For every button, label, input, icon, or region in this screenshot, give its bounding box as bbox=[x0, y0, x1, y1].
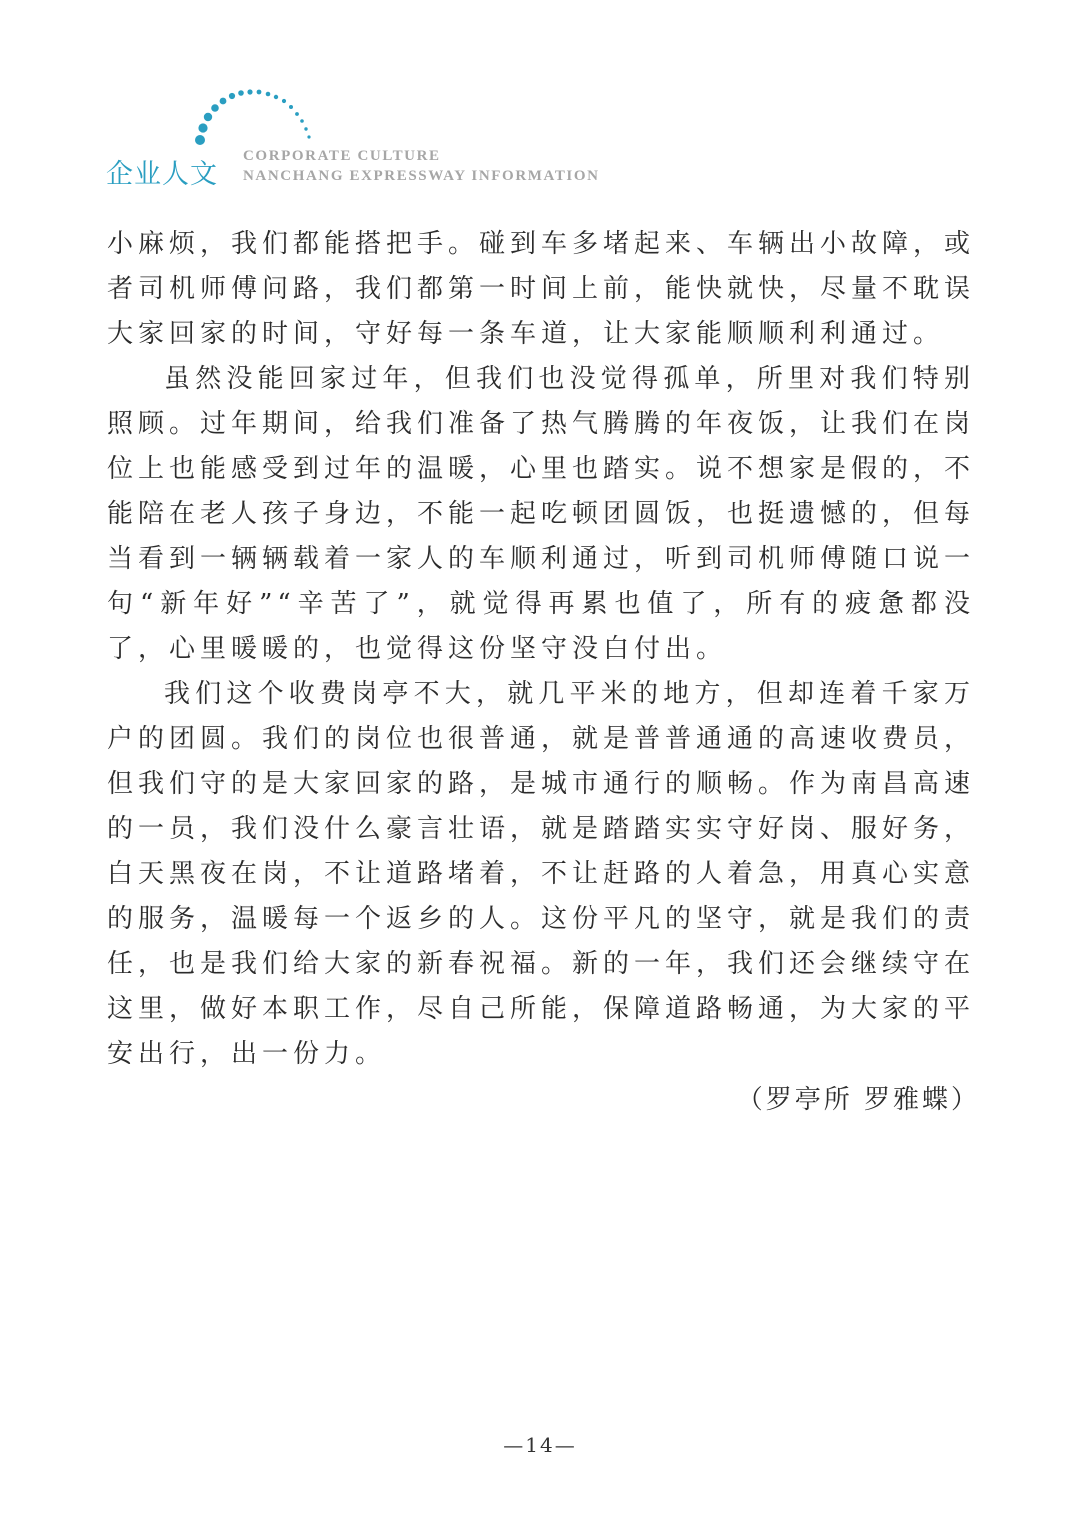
paragraph-1: 小麻烦，我们都能搭把手。碰到车多堵起来、车辆出小故障，或者司机师傅问路，我们都第一时间上前，能快就快，尽量不耽误大家回家的时间，守好每一条车道，让大家能顺顺利利通过。 bbox=[107, 229, 976, 349]
paragraph-2: 虽然没能回家过年，但我们也没觉得孤单，所里对我们特别照顾。过年期间，给我们准备了热气腾腾的年夜饭，让我们在岗位上也能感受到过年的温暖，心里也踏实。说不想家是假的，不能陪在老人孩子身边，不能一起吃顿团圆饭，也挺遗憾的，但每当看到一辆辆载着一家人的车顺利通过，听到司机师傅随口说一句“新年好”“辛苦了”，就觉得再累也值了，所有的疲惫都没了，心里暖暖的，也觉得这份坚守没白付出。 bbox=[107, 364, 976, 664]
page-header bbox=[0, 0, 1080, 200]
author-signature: （罗亭所 罗雅蝶） bbox=[736, 1085, 980, 1115]
paragraph-3: 我们这个收费岗亭不大，就几平米的地方，但却连着千家万户的团圆。我们的岗位也很普通，就是普普通通的高速收费员，但我们守的是大家回家的路，是城市通行的顺畅。作为南昌高速的一员，我们没什么豪言壮语，就是踏踏实实守好岗、服好务，白天黑夜在岗，不让道路堵着，不让赶路的人着急，用真心实意的服务，温暖每一个返乡的人。这份平凡的坚守，就是我们的责任，也是我们给大家的新春祝福。新的一年，我们还会继续守在这里，做好本职工作，尽自己所能，保障道路畅通，为大家的平安出行，出一份力。 bbox=[107, 679, 976, 1069]
header-english-text bbox=[243, 146, 600, 186]
page-number: —14— bbox=[503, 1433, 577, 1457]
header-english-line-2: NANCHANG EXPRESSWAY INFORMATION bbox=[243, 168, 600, 184]
section-title: 企业人文 bbox=[106, 159, 218, 190]
article-body bbox=[107, 222, 975, 1077]
logo-dots-arc-icon bbox=[185, 82, 325, 152]
header-english-line-1: CORPORATE CULTURE bbox=[243, 148, 441, 164]
